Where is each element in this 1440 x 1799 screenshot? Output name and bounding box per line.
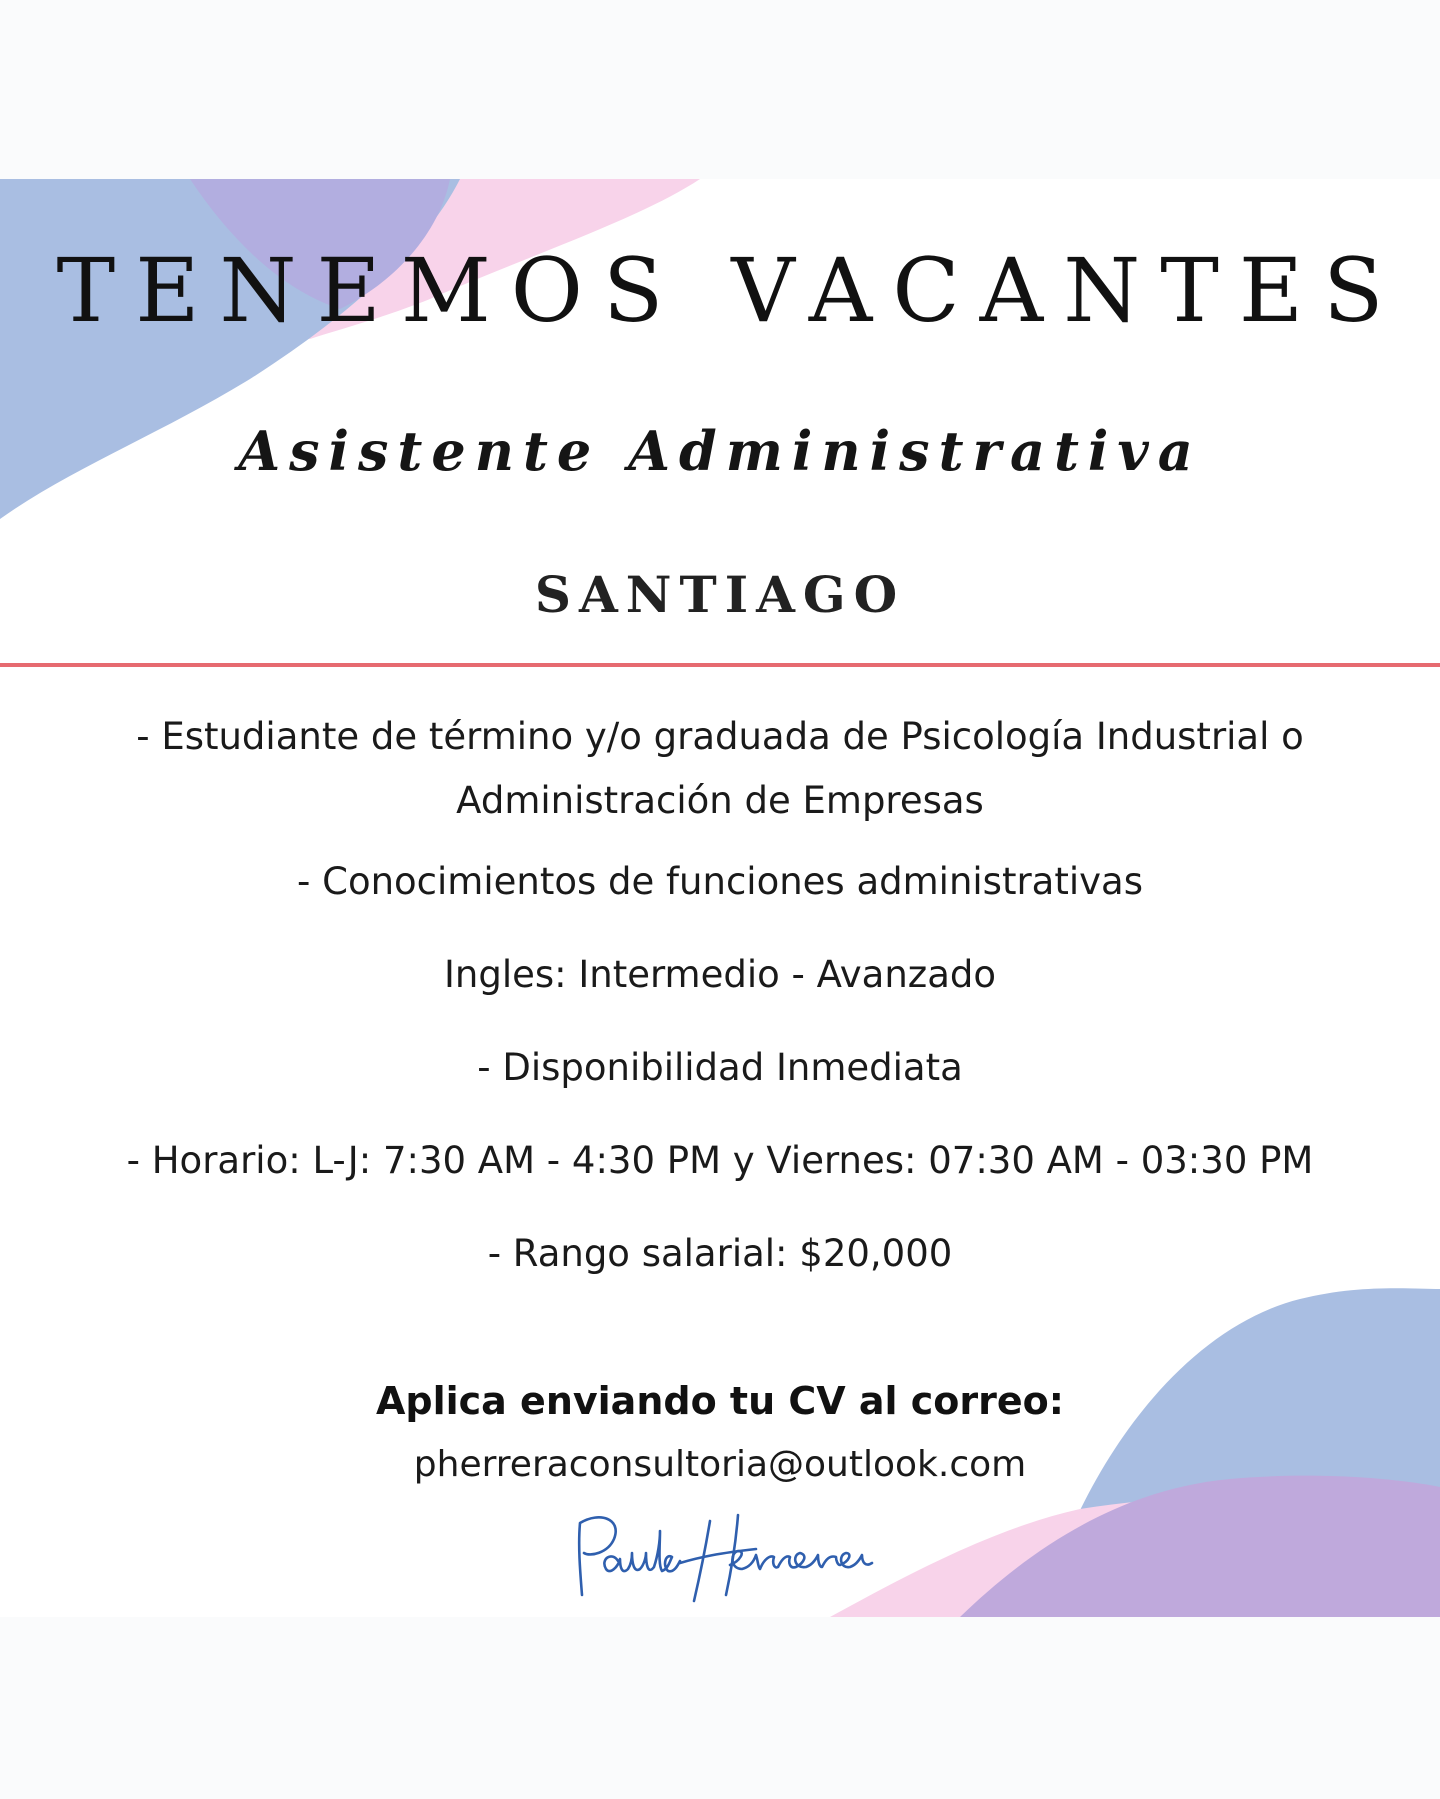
requirement-salary: - Rango salarial: $20,000 xyxy=(487,1232,953,1275)
job-position: Asistente Administrativa xyxy=(238,419,1202,483)
job-location: SANTIAGO xyxy=(534,565,906,624)
requirement-schedule: - Horario: L-J: 7:30 AM - 4:30 PM y Viernes: 07:30 AM - 03:30 PM xyxy=(126,1139,1314,1182)
section-divider xyxy=(0,663,1440,667)
contact-email-link[interactable]: pherreraconsultoria@outlook.com xyxy=(413,1444,1027,1485)
poster-title: TENEMOS VACANTES xyxy=(56,239,1404,342)
apply-instructions: Aplica enviando tu CV al correo: xyxy=(376,1379,1064,1423)
handwritten-signature xyxy=(560,1505,890,1605)
requirement-english: Ingles: Intermedio - Avanzado xyxy=(443,953,997,996)
requirement-availability: - Disponibilidad Inmediata xyxy=(477,1046,963,1089)
job-poster xyxy=(0,179,1440,1617)
requirement-education: - Estudiante de término y/o graduada de Psicología Industrial o Administración de Empresas xyxy=(136,715,1304,822)
requirement-knowledge: - Conocimientos de funciones administrativas xyxy=(297,860,1143,903)
